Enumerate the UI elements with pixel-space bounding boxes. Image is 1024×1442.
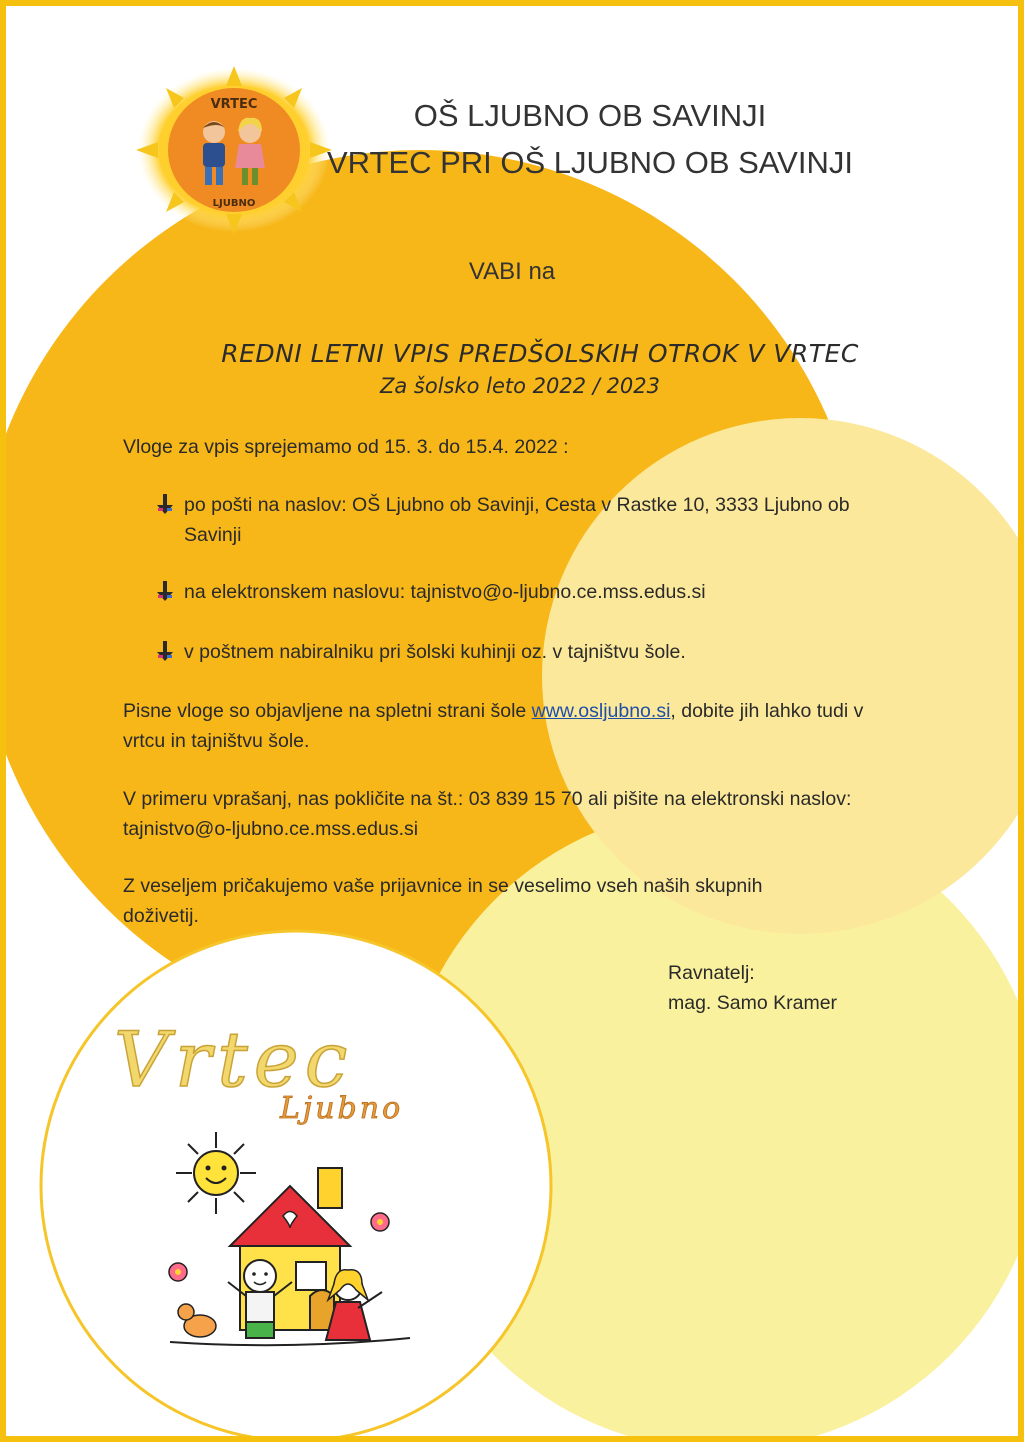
flower	[371, 1213, 389, 1231]
illustration-word-ljubno: Ljubno	[280, 1091, 404, 1126]
school-name: OŠ LJUBNO OB SAVINJI	[413, 98, 767, 133]
arrow-down-icon	[156, 640, 174, 662]
arrow-down-icon	[156, 493, 174, 515]
bullet-text: v poštnem nabiralniku pri šolski kuhinji oz. v tajništvu šole.	[184, 641, 686, 663]
girl-drawing	[326, 1270, 382, 1340]
kindergarten-name: VRTEC PRI OŠ LJUBNO OB SAVINJI	[327, 145, 853, 180]
cat	[178, 1304, 216, 1337]
bullet-item	[156, 490, 896, 550]
bullet-item	[156, 577, 896, 607]
event-subtitle: Za šolsko leto 2022 / 2023	[379, 374, 660, 398]
illustration-word-vrtec: Vrtec	[114, 1015, 354, 1104]
intro-text: Vloge za vpis sprejemamo od 15. 3. do 15.4. 2022 :	[123, 436, 569, 458]
logo-top-text: VRTEC	[210, 97, 258, 112]
bullet-item	[156, 637, 896, 667]
flower	[169, 1263, 187, 1281]
closing-paragraph: Z veseljem pričakujemo vaše prijavnice in se veselimo vseh naših skupnih doživetij.	[123, 875, 763, 927]
forms-paragraph	[123, 696, 898, 756]
school-website-link[interactable]: www.osljubno.si	[531, 700, 671, 722]
arrow-down-icon	[156, 580, 174, 602]
contact-paragraph: V primeru vprašanj, nas pokličite na št.: 03 839 15 70 ali pišite na elektronski naslov: tajnistvo@o-ljubno.ce.mss.edus.si	[123, 788, 852, 840]
bullet-text: na elektronskem naslovu: tajnistvo@o-ljubno.ce.mss.edus.si	[184, 581, 706, 603]
bullet-text: po pošti na naslov: OŠ Ljubno ob Savinji, Cesta v Rastke 10, 3333 Ljubno ob Savinji	[184, 494, 850, 546]
kindergarten-illustration	[100, 990, 480, 1370]
signature-name: mag. Samo Kramer	[668, 992, 838, 1014]
signature-role: Ravnatelj:	[668, 962, 755, 984]
forms-text-after: , dobite jih lahko tudi v vrtcu in tajništvu šole.	[123, 700, 864, 752]
event-title: REDNI LETNI VPIS PREDŠOLSKIH OTROK V VRTEC	[221, 339, 859, 368]
smiling-sun	[176, 1132, 256, 1214]
invite-text: VABI na	[468, 258, 556, 285]
logo-bottom-text: LJUBNO	[212, 198, 256, 209]
forms-text-before: Pisne vloge so objavljene na spletni strani šole	[123, 700, 532, 722]
